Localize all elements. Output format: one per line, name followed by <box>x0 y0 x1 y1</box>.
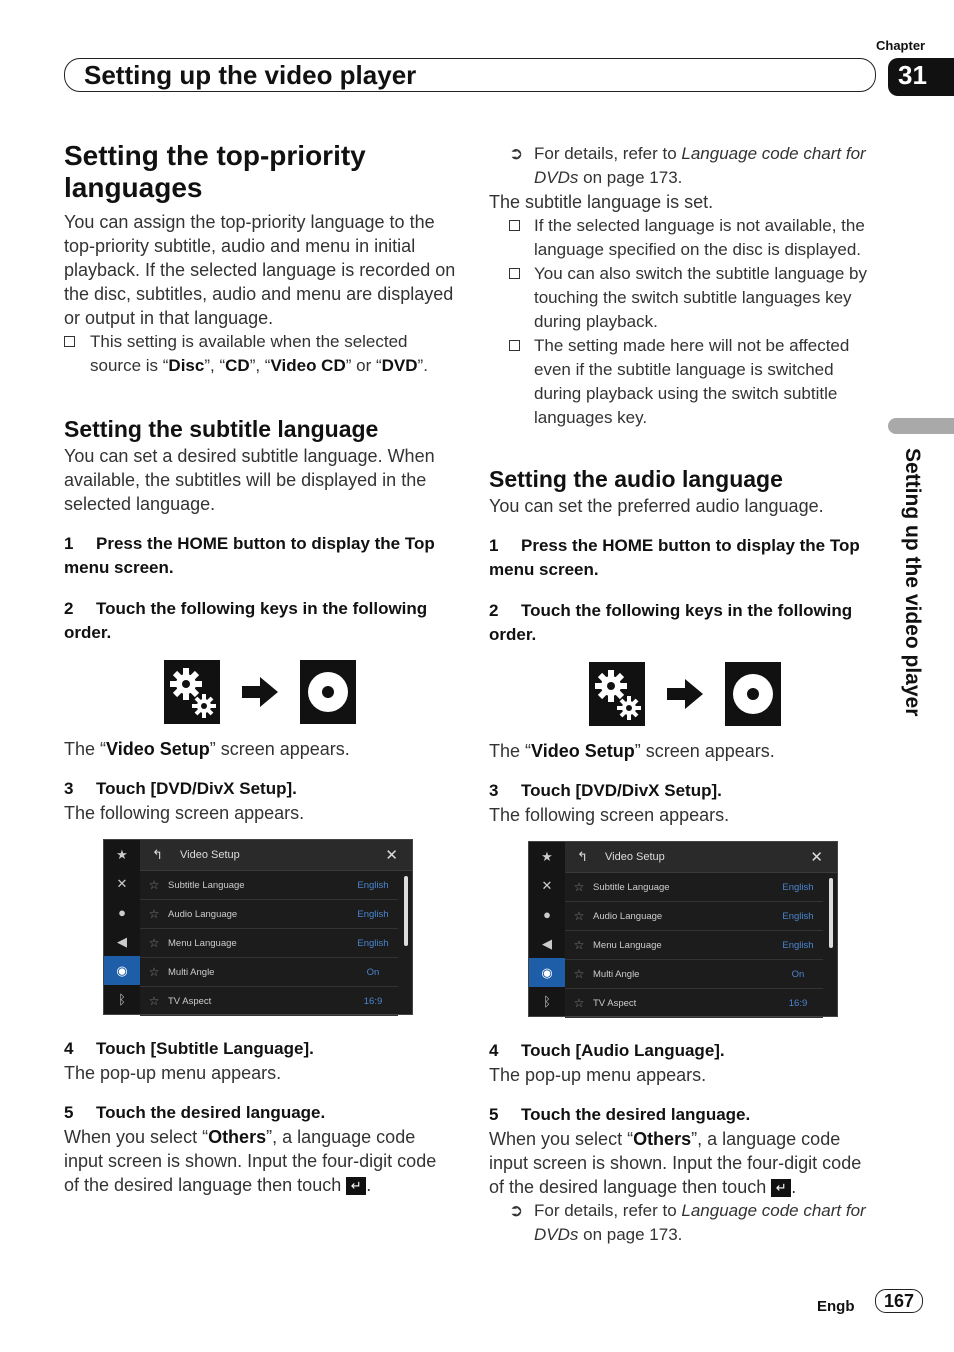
screen-row: ☆ Audio Language English <box>565 902 823 931</box>
back-icon: ↰ <box>152 847 163 862</box>
disc-icon: ◉ <box>529 958 565 987</box>
bluetooth-icon: ᛒ <box>118 992 126 1007</box>
video-setup-screenshot <box>103 839 413 1015</box>
star-icon: ☆ <box>148 878 160 892</box>
speaker-icon: ◀ <box>117 933 127 949</box>
scrollbar <box>404 876 408 946</box>
screen-row: ☆ Subtitle Language English <box>565 873 823 902</box>
screen-row: ☆ Multi Angle On <box>140 958 398 987</box>
subtitle-set-text: The subtitle language is set. <box>489 192 714 212</box>
audio-heading: Setting the audio language <box>489 466 783 492</box>
footer-language: Engb <box>817 1298 855 1315</box>
chapter-label: Chapter <box>876 38 926 53</box>
page-header-title: Setting up the video player <box>84 60 417 90</box>
screen-sidebar <box>529 842 565 1016</box>
disc-icon <box>725 662 781 726</box>
settings-gears-icon <box>589 662 645 726</box>
enter-key-icon: ↵ <box>771 1179 791 1197</box>
step-3-body: The following screen appears. <box>64 803 305 823</box>
screen-title-bar <box>565 842 837 873</box>
screen-title: Video Setup <box>605 851 665 863</box>
screen-row: ☆ TV Aspect 16:9 <box>565 989 823 1018</box>
star-icon: ☆ <box>148 936 160 950</box>
settings-gears-icon <box>164 660 220 724</box>
tools-icon: ✕ <box>541 877 553 893</box>
screen-sidebar <box>104 840 140 1014</box>
star-icon: ★ <box>116 846 128 862</box>
bluetooth-icon: ᛒ <box>543 994 551 1009</box>
checkbox-icon <box>509 268 520 279</box>
scrollbar <box>829 878 833 948</box>
subtitle-intro: You can set a desired subtitle language. When available, the subtitles will be displayed in the selected language. <box>64 446 435 514</box>
screen-row: ☆ TV Aspect 16:9 <box>140 987 398 1016</box>
step-4-body: The pop-up menu appears. <box>489 1065 707 1085</box>
key-sequence <box>489 661 881 727</box>
subtitle-heading: Setting the subtitle language <box>64 416 379 442</box>
close-icon: ✕ <box>810 849 823 866</box>
side-tab <box>888 418 954 434</box>
screen-row: ☆ Audio Language English <box>140 900 398 929</box>
step-5-body: When you select “Others”, a language code input screen is shown. Input the four-digit code of the desired language then touch ↵ . <box>64 1127 437 1195</box>
note-bullet: If the selected language is not available, the language specified on the disc is displayed. <box>489 214 881 262</box>
disc-icon: ◉ <box>104 956 140 985</box>
chapter-number: 31 <box>898 60 927 90</box>
page-number: 167 <box>875 1289 923 1313</box>
step-3-body: The following screen appears. <box>489 805 730 825</box>
checkbox-icon <box>509 340 520 351</box>
star-icon: ☆ <box>148 965 160 979</box>
video-setup-appears: The “Video Setup” screen appears. <box>64 739 350 759</box>
step-2: 2 Touch the following keys in the following order. <box>64 599 428 642</box>
note-bullet: The setting made here will not be affected even if the subtitle language is switched during playback using the switch subtitle languages key. <box>489 334 881 430</box>
step-5: 5 Touch the desired language. <box>489 1105 751 1124</box>
step-3: 3 Touch [DVD/DivX Setup]. <box>64 779 297 798</box>
step-5: 5 Touch the desired language. <box>64 1103 326 1122</box>
intro-paragraph: You can assign the top-priority language to the top-priority subtitle, audio and menu in initial playback. If the selected language is recorded on the disc, subtitles, audio and menu are displayed or output in that language. <box>64 212 456 328</box>
step-5-body: When you select “Others”, a language code input screen is shown. Input the four-digit code of the desired language then touch ↵ . <box>489 1129 862 1197</box>
star-icon: ☆ <box>573 967 585 981</box>
star-icon: ☆ <box>148 994 160 1008</box>
screen-row: ☆ Multi Angle On <box>565 960 823 989</box>
star-icon: ☆ <box>573 996 585 1010</box>
screen-row: ☆ Menu Language English <box>565 931 823 960</box>
screen-rows <box>565 873 823 1018</box>
step-4-body: The pop-up menu appears. <box>64 1063 282 1083</box>
step-4: 4 Touch [Audio Language]. <box>489 1041 725 1060</box>
audio-intro: You can set the preferred audio language. <box>489 496 824 516</box>
screen-title: Video Setup <box>180 849 240 861</box>
arrow-right-icon <box>667 679 703 709</box>
step-1: 1 Press the HOME button to display the Top menu screen. <box>64 534 435 577</box>
key-sequence <box>64 659 456 725</box>
arrow-bullet-icon: ➲ <box>509 1201 524 1220</box>
star-icon: ☆ <box>148 907 160 921</box>
side-section-title: Setting up the video player <box>901 448 924 717</box>
step-3: 3 Touch [DVD/DivX Setup]. <box>489 781 722 800</box>
arrow-right-icon <box>242 677 278 707</box>
right-column <box>489 142 881 1247</box>
video-setup-appears: The “Video Setup” screen appears. <box>489 741 775 761</box>
step-2: 2 Touch the following keys in the following order. <box>489 601 853 644</box>
enter-key-icon: ↵ <box>346 1177 366 1195</box>
star-icon: ☆ <box>573 880 585 894</box>
tools-icon: ✕ <box>116 875 128 891</box>
checkbox-icon <box>64 336 75 347</box>
star-icon: ☆ <box>573 938 585 952</box>
screen-rows <box>140 871 398 1016</box>
step-4: 4 Touch [Subtitle Language]. <box>64 1039 314 1058</box>
screen-row: ☆ Menu Language English <box>140 929 398 958</box>
availability-note: This setting is available when the selected source is “Disc”, “CD”, “Video CD” or “DVD”. <box>64 330 456 378</box>
screen-title-bar <box>140 840 412 871</box>
disc-icon <box>300 660 356 724</box>
speaker-icon: ◀ <box>542 935 552 951</box>
checkbox-icon <box>509 220 520 231</box>
step-1: 1 Press the HOME button to display the Top menu screen. <box>489 536 860 579</box>
star-icon: ★ <box>541 848 553 864</box>
star-icon: ☆ <box>573 909 585 923</box>
back-icon: ↰ <box>577 849 588 864</box>
close-icon: ✕ <box>385 847 398 864</box>
screen-row: ☆ Subtitle Language English <box>140 871 398 900</box>
note-bullet: You can also switch the subtitle language by touching the switch subtitle languages key during playback. <box>489 262 881 334</box>
arrow-bullet-icon: ➲ <box>509 144 524 163</box>
palette-icon: ● <box>118 905 126 920</box>
left-column <box>64 140 456 1197</box>
section-title: Setting the top-priority languages <box>64 140 366 203</box>
palette-icon: ● <box>543 907 551 922</box>
detail-note: ➲ For details, refer to Language code chart for DVDs on page 173. <box>509 1201 866 1244</box>
detail-note: ➲ For details, refer to Language code chart for DVDs on page 173. <box>509 144 866 187</box>
video-setup-screenshot <box>528 841 838 1017</box>
